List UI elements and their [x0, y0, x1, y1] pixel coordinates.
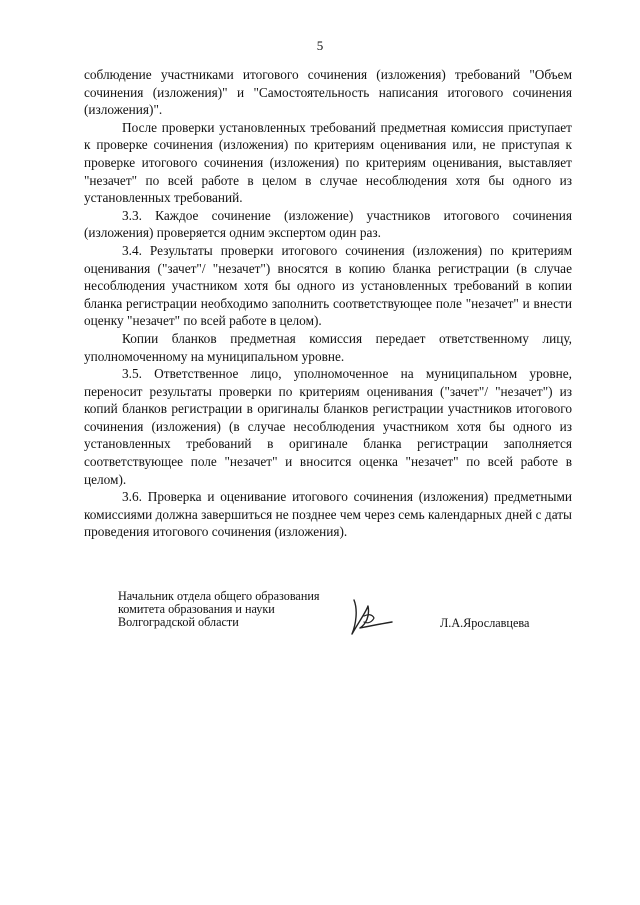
paragraph-3-3: 3.3. Каждое сочинение (изложение) участников итогового сочинения (изложения) проверяется одним экспертом один раз.: [84, 207, 572, 241]
signatory-title-line: комитета образования и науки: [118, 602, 275, 617]
signatory-title: [118, 590, 319, 630]
signatory-title-line: Волгоградской области: [118, 615, 239, 630]
paragraph-continuation: соблюдение участниками итогового сочинения (изложения) требований "Объем сочинения (изложения)" и "Самостоятельность написания итогового сочинения (изложения)".: [84, 67, 572, 118]
signatory-name: Л.А.Ярославцева: [440, 616, 530, 630]
page-number: 5: [316, 38, 324, 53]
paragraph-check-requirements: После проверки установленных требований предметная комиссия приступает к проверке сочинения (изложения) по критериям оценивания или, не приступая к проверке итогового сочинения (изложения) по критериям оценивания, выставляет "незачет" по всей работе в целом в случае несоблюдения хотя бы одного из установленных требований.: [84, 119, 572, 206]
paragraph-3-4: 3.4. Результаты проверки итогового сочинения (изложения) по критериям оценивания ("зачет"/ "незачет") вносятся в копию бланка регистрации (в случае несоблюдения участником хотя бы одного из установленных требований в копии бланка регистрации необходимо заполнить соответствующее поле "незачет" и внести оценку "незачет" по всей работе в целом).: [84, 242, 572, 329]
paragraph-copies-transfer: Копии бланков предметная комиссия передает ответственному лицу, уполномоченному на муниципальном уровне.: [84, 330, 572, 364]
signature-block: [118, 590, 548, 650]
paragraph-3-5: 3.5. Ответственное лицо, уполномоченное на муниципальном уровне, переносит результаты проверки по критериям оценивания ("зачет"/ "незачет") из копий бланков регистрации в оригиналы бланков регистрации участников итогового сочинения (изложения) (в случае несоблюдения участником хотя бы одного из установленных требований в оригинале бланка регистрации заполняется соответствующее поле "незачет" и вносится оценка "незачет" по всей работе в целом).: [84, 366, 572, 487]
paragraph-3-6: 3.6. Проверка и оценивание итогового сочинения (изложения) предметными комиссиями должна завершиться не позднее чем через семь календарных дней с даты проведения итогового сочинения (изложения).: [84, 489, 572, 540]
handwritten-signature: [340, 590, 410, 640]
document-body: [84, 66, 572, 541]
signatory-title-line: Начальник отдела общего образования: [118, 589, 320, 603]
